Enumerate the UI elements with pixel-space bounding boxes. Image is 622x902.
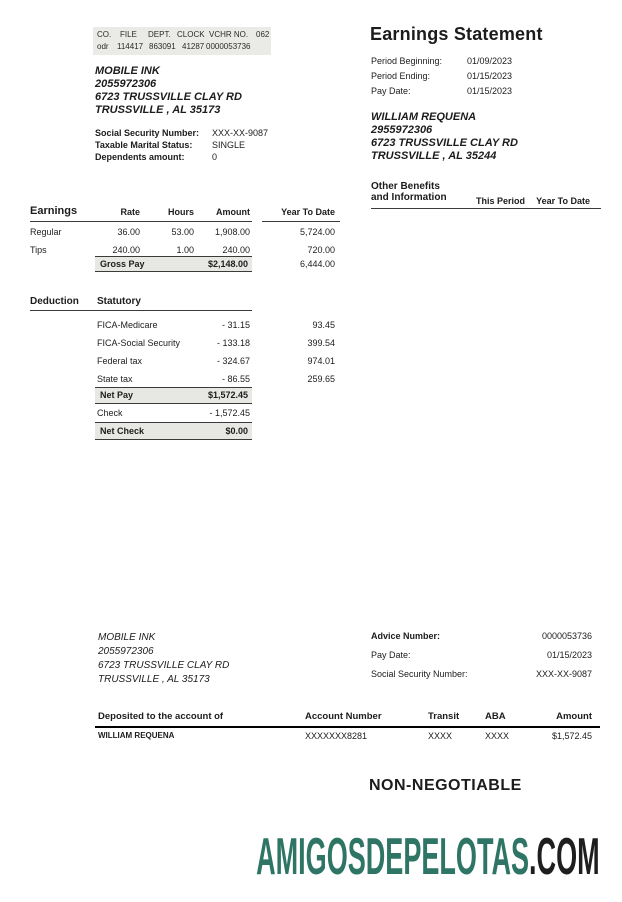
stub-company-name: MOBILE INK — [98, 632, 156, 643]
site-watermark — [0, 828, 600, 886]
stub-company-street: 6723 TRUSSVILLE CLAY RD — [98, 660, 230, 671]
net-check-bottom-divider — [95, 439, 252, 440]
earnings-row-tips — [0, 242, 622, 258]
other-benefits-col-ytd: Year To Date — [536, 196, 590, 206]
dependents-value: 0 — [212, 152, 218, 162]
period-beginning-label: Period Beginning: — [371, 56, 443, 66]
marital-status-value: SINGLE — [212, 140, 246, 150]
earnings-row-label: Tips — [30, 245, 47, 255]
deposit-account-of: WILLIAM REQUENA — [98, 731, 175, 740]
gross-pay-ytd: 6,444.00 — [299, 259, 335, 269]
earnings-row-label: Regular — [30, 227, 62, 237]
deposit-aba: XXXX — [485, 731, 510, 741]
deposit-col-transit: Transit — [428, 711, 460, 722]
deposit-col-account-number: Account Number — [305, 711, 382, 722]
employee-name: WILLIAM REQUENA — [371, 111, 477, 123]
company-citystate: TRUSSVILLE , AL 35173 — [95, 104, 221, 116]
stub-ssn-row — [0, 669, 622, 683]
advice-number-value: 0000053736 — [541, 631, 592, 641]
check-row — [0, 404, 622, 422]
period-beginning-row — [0, 56, 622, 68]
deduction-row-label: Federal tax — [97, 356, 143, 366]
stub-company-phone: 2055972306 — [98, 646, 154, 657]
ssn-value: XXX-XX-9087 — [212, 128, 269, 138]
net-pay-label: Net Pay — [100, 390, 134, 400]
earnings-col-ytd: Year To Date — [281, 207, 335, 217]
pay-date-value: 01/15/2023 — [467, 86, 513, 96]
watermark-suffix: .COM — [529, 828, 600, 886]
pay-date-label: Pay Date: — [371, 86, 411, 96]
gross-pay-bottom-divider — [95, 271, 252, 272]
voucher-header-dept: DEPT. — [148, 30, 171, 39]
earnings-row-ytd: 720.00 — [307, 245, 335, 255]
deduction-row-fica-medicare — [0, 316, 622, 334]
other-benefits-divider — [371, 208, 601, 209]
earnings-row-hours: 53.00 — [171, 227, 194, 237]
stub-company-citystate: TRUSSVILLE , AL 35173 — [98, 674, 210, 685]
deduction-header-divider — [30, 310, 252, 311]
net-check-row — [0, 423, 622, 439]
stub-pay-date-label: Pay Date: — [371, 650, 411, 660]
other-benefits-title-line2: and Information — [371, 192, 447, 203]
deposit-header-divider — [95, 726, 600, 728]
period-ending-row — [0, 71, 622, 83]
stub-ssn-label: Social Security Number: — [371, 669, 468, 679]
earnings-ytd-header-divider — [262, 221, 340, 222]
check-amount: - 1,572.45 — [209, 408, 250, 418]
dependents-row — [0, 152, 622, 163]
earnings-row-rate: 240.00 — [112, 245, 140, 255]
period-ending-value: 01/15/2023 — [467, 71, 513, 81]
earnings-row-amount: 240.00 — [222, 245, 250, 255]
earnings-header-divider — [30, 221, 252, 222]
deposit-amount: $1,572.45 — [551, 731, 592, 741]
deduction-row-label: FICA-Medicare — [97, 320, 158, 330]
deduction-row-ytd: 974.01 — [307, 356, 335, 366]
company-street: 6723 TRUSSVILLE CLAY RD — [95, 91, 242, 103]
deposit-data-row — [0, 731, 622, 743]
marital-status-row — [0, 140, 622, 151]
other-benefits-col-this-period: This Period — [475, 196, 525, 206]
deduction-row-ytd: 259.65 — [307, 374, 335, 384]
earnings-col-rate: Rate — [120, 207, 140, 217]
earnings-row-amount: 1,908.00 — [214, 227, 250, 237]
deduction-row-amount: - 133.18 — [216, 338, 250, 348]
deduction-row-federal-tax — [0, 352, 622, 370]
period-ending-label: Period Ending: — [371, 71, 431, 81]
earnings-row-regular — [0, 224, 622, 240]
period-beginning-value: 01/09/2023 — [467, 56, 513, 66]
deduction-row-ytd: 399.54 — [307, 338, 335, 348]
deposit-header-row — [0, 711, 622, 724]
voucher-value-file: 114417 — [117, 42, 144, 51]
company-phone: 2055972306 — [95, 78, 157, 90]
deduction-row-label: FICA-Social Security — [97, 338, 181, 348]
ssn-row — [0, 128, 622, 139]
earnings-section-title: Earnings — [30, 205, 78, 217]
employee-citystate: TRUSSVILLE , AL 35244 — [371, 150, 497, 162]
voucher-value-clock: 41287 — [182, 42, 205, 51]
advice-number-row — [0, 631, 622, 645]
site-watermark-text — [256, 828, 600, 886]
voucher-header-062: 062 — [256, 30, 270, 39]
voucher-value-vchr: 0000053736 — [206, 42, 251, 51]
net-pay-row — [0, 388, 622, 403]
voucher-value-dept: 863091 — [149, 42, 176, 51]
deposit-col-amount: Amount — [556, 711, 592, 722]
check-label: Check — [97, 408, 123, 418]
voucher-header-co: CO. — [97, 30, 112, 39]
other-benefits-title-line1: Other Benefits — [371, 181, 440, 192]
earnings-col-amount: Amount — [216, 207, 250, 217]
net-pay-amount: $1,572.45 — [207, 390, 248, 400]
deposit-account-number: XXXXXXX8281 — [305, 731, 368, 741]
deduction-row-fica-social-security — [0, 334, 622, 352]
deposit-transit: XXXX — [428, 731, 453, 741]
non-negotiable-stamp: NON-NEGOTIABLE — [369, 777, 522, 794]
voucher-value-co: odr — [97, 42, 109, 51]
employee-street: 6723 TRUSSVILLE CLAY RD — [371, 137, 518, 149]
voucher-header-vchr: VCHR NO. — [209, 30, 249, 39]
earnings-row-ytd: 5,724.00 — [299, 227, 335, 237]
deposit-col-aba: ABA — [485, 711, 506, 722]
gross-pay-row — [0, 257, 622, 271]
deduction-row-amount: - 31.15 — [221, 320, 250, 330]
deduction-row-state-tax — [0, 370, 622, 388]
gross-pay-label: Gross Pay — [100, 259, 145, 269]
net-check-label: Net Check — [100, 426, 145, 436]
deduction-section-title: Deduction — [30, 296, 79, 307]
net-check-amount: $0.00 — [225, 426, 248, 436]
earnings-col-hours: Hours — [167, 207, 194, 217]
watermark-brand: AMIGOSDEPELOTAS — [256, 828, 530, 886]
deduction-row-amount: - 324.67 — [216, 356, 250, 366]
voucher-header-file: FILE — [120, 30, 137, 39]
stub-pay-date-row — [0, 650, 622, 664]
voucher-info-box — [93, 27, 271, 55]
stub-pay-date-value: 01/15/2023 — [546, 650, 592, 660]
pay-date-row — [0, 86, 622, 98]
deduction-row-label: State tax — [97, 374, 133, 384]
dependents-label: Dependents amount: — [95, 152, 185, 162]
deduction-row-amount: - 86.55 — [221, 374, 250, 384]
deduction-group-title: Statutory — [97, 296, 141, 307]
company-name: MOBILE INK — [95, 65, 160, 77]
page-title: Earnings Statement — [370, 24, 543, 44]
deposit-col-account-of: Deposited to the account of — [98, 711, 224, 722]
other-benefits-title — [371, 181, 447, 203]
advice-number-label: Advice Number: — [371, 631, 441, 641]
employee-address-block — [371, 111, 518, 163]
employee-phone: 2955972306 — [371, 124, 433, 136]
marital-status-label: Taxable Marital Status: — [95, 140, 193, 150]
earnings-row-rate: 36.00 — [117, 227, 140, 237]
deduction-row-ytd: 93.45 — [312, 320, 335, 330]
gross-pay-amount: $2,148.00 — [207, 259, 248, 269]
voucher-header-clock: CLOCK — [177, 30, 205, 39]
earnings-row-hours: 1.00 — [176, 245, 194, 255]
ssn-label: Social Security Number: — [95, 128, 200, 138]
stub-ssn-value: XXX-XX-9087 — [535, 669, 592, 679]
